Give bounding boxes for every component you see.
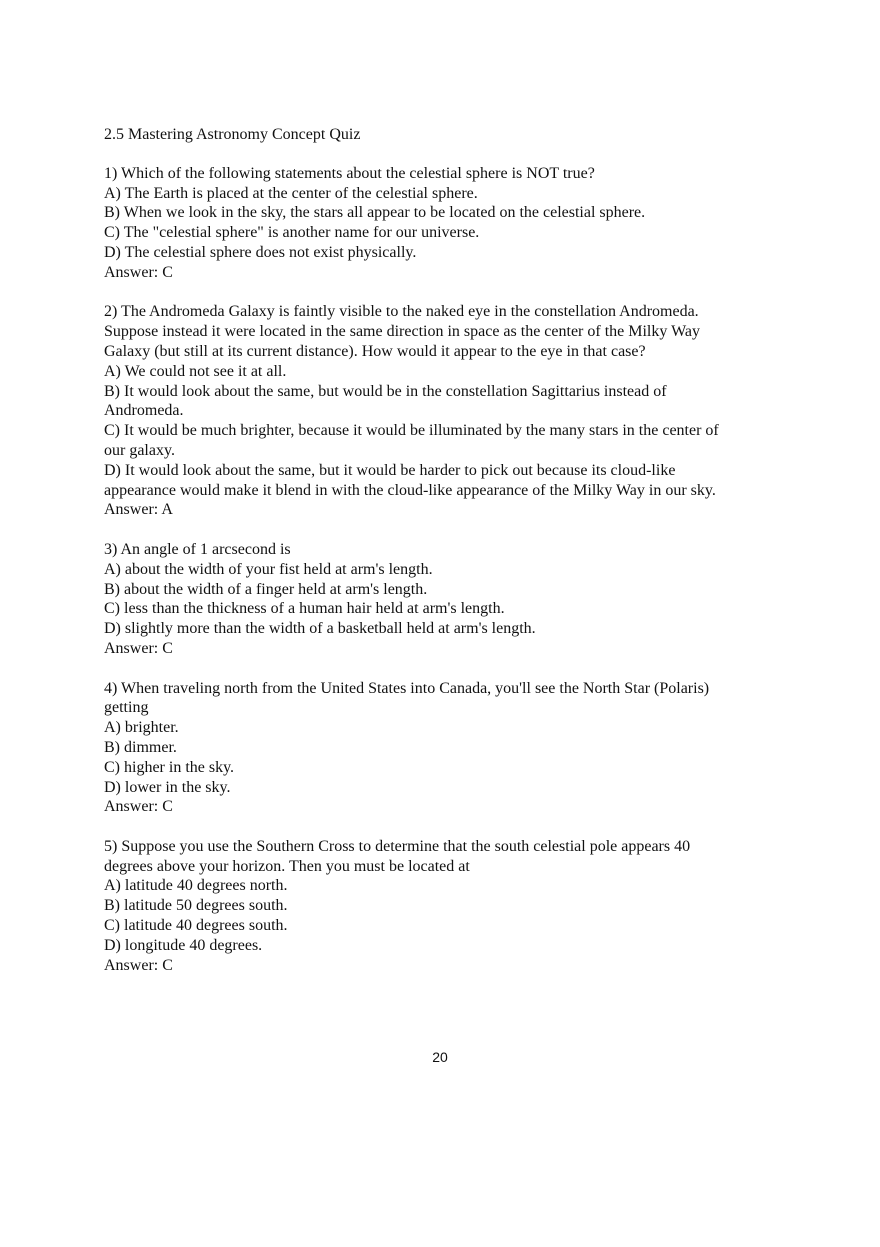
question-1-option-a: A) The Earth is placed at the center of the celestial sphere.	[104, 184, 478, 202]
question-2-stem-line-1: 2) The Andromeda Galaxy is faintly visible to the naked eye in the constellation Andromeda.	[104, 303, 699, 321]
question-5-option-c: C) latitude 40 degrees south.	[104, 917, 288, 935]
question-2-option-c: C) It would be much brighter, because it would be illuminated by the many stars in the center of	[104, 422, 719, 440]
question-2-answer: Answer: A	[104, 501, 173, 519]
question-4-option-a: A) brighter.	[104, 719, 179, 737]
question-5-option-d: D) longitude 40 degrees.	[104, 936, 263, 954]
question-2-stem-line-2: Suppose instead it were located in the same direction in space as the center of the Milky Way	[104, 323, 701, 341]
question-4-stem-line-1: 4) When traveling north from the United States into Canada, you'll see the North Star (Polaris)	[104, 679, 710, 697]
question-3-stem: 3) An angle of 1 arcsecond is	[104, 540, 291, 558]
question-2-option-a: A) We could not see it at all.	[104, 362, 287, 380]
question-1-option-c: C) The "celestial sphere" is another name for our universe.	[104, 224, 480, 242]
question-2-option-d-cont: appearance would make it blend in with the cloud-like appearance of the Milky Way in our sky.	[104, 481, 716, 499]
question-3-option-a: A) about the width of your fist held at arm's length.	[104, 560, 433, 578]
question-1-option-d: D) The celestial sphere does not exist physically.	[104, 243, 417, 261]
question-4-option-b: B) dimmer.	[104, 738, 177, 756]
question-4-stem-line-2: getting	[104, 699, 149, 717]
question-3-answer: Answer: C	[104, 639, 173, 657]
question-2-option-b-cont: Andromeda.	[104, 402, 184, 420]
question-2-option-b: B) It would look about the same, but would be in the constellation Sagittarius instead of	[104, 382, 667, 400]
question-1	[104, 164, 794, 283]
question-2-stem-line-3: Galaxy (but still at its current distance). How would it appear to the eye in that case?	[104, 342, 646, 360]
question-5-option-b: B) latitude 50 degrees south.	[104, 897, 288, 915]
question-3-option-d: D) slightly more than the width of a basketball held at arm's length.	[104, 620, 536, 638]
section-title: 2.5 Mastering Astronomy Concept Quiz	[104, 126, 361, 143]
question-5-stem-line-1: 5) Suppose you use the Southern Cross to determine that the south celestial pole appears 40	[104, 837, 691, 855]
question-5-answer: Answer: C	[104, 956, 173, 974]
question-4-answer: Answer: C	[104, 798, 173, 816]
document-page	[104, 125, 794, 995]
question-3	[104, 540, 794, 659]
question-1-option-b: B) When we look in the sky, the stars all appear to be located on the celestial sphere.	[104, 204, 646, 222]
question-3-option-b: B) about the width of a finger held at arm's length.	[104, 580, 428, 598]
question-4-option-d: D) lower in the sky.	[104, 778, 231, 796]
question-1-answer: Answer: C	[104, 263, 173, 281]
question-3-option-c: C) less than the thickness of a human hair held at arm's length.	[104, 600, 505, 618]
question-4-option-c: C) higher in the sky.	[104, 758, 235, 776]
question-1-stem: 1) Which of the following statements about the celestial sphere is NOT true?	[104, 164, 595, 182]
question-2	[104, 302, 794, 520]
question-5-option-a: A) latitude 40 degrees north.	[104, 877, 288, 895]
question-2-option-d: D) It would look about the same, but it would be harder to pick out because its cloud-like	[104, 461, 676, 479]
question-5	[104, 837, 794, 976]
question-4	[104, 679, 794, 818]
question-5-stem-line-2: degrees above your horizon. Then you must be located at	[104, 857, 470, 875]
question-2-option-c-cont: our galaxy.	[104, 441, 175, 459]
page-number: 20	[432, 1049, 448, 1065]
